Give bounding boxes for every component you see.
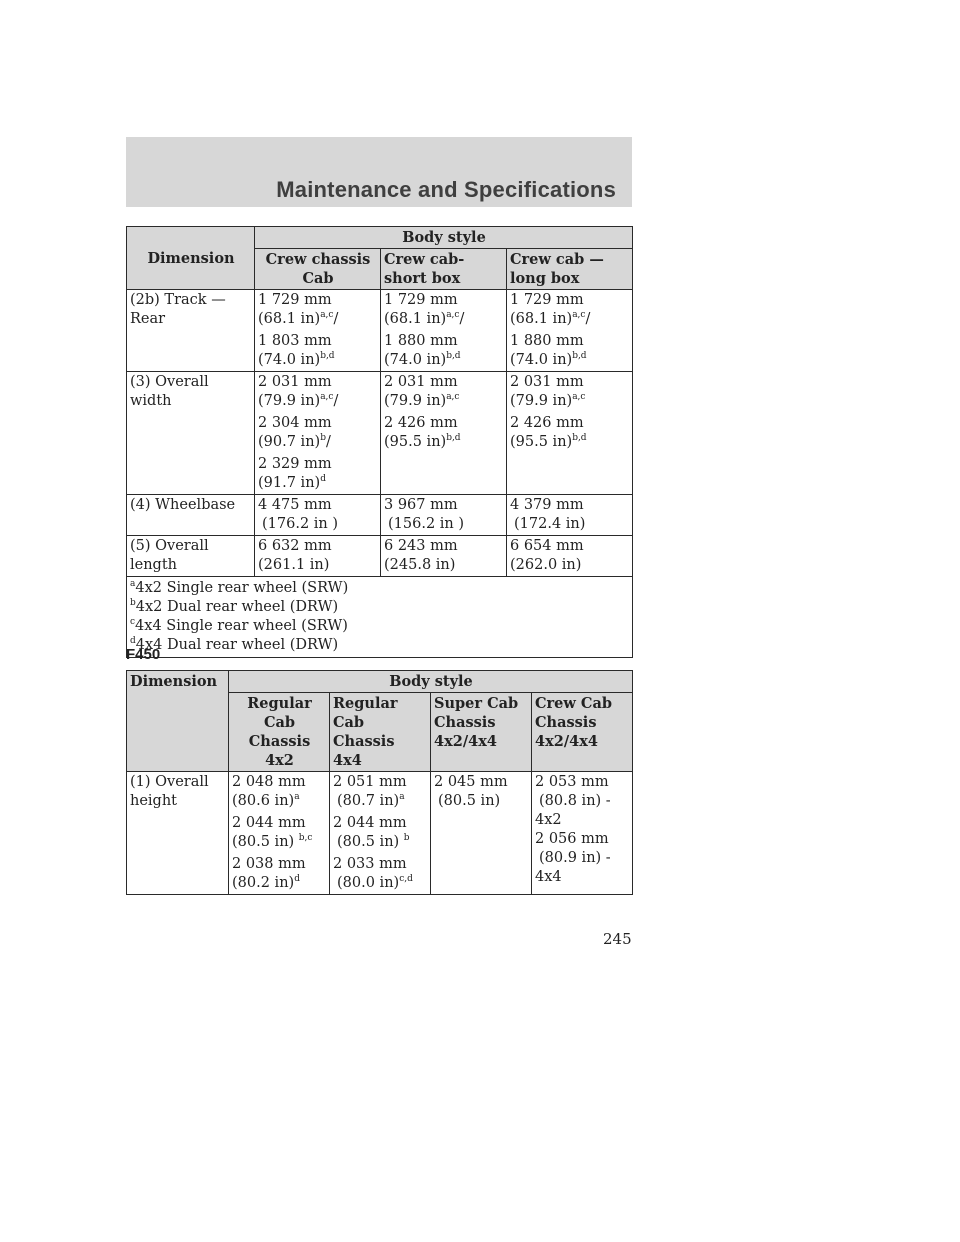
table-cell: 2 045 mm (80.5 in) [431, 772, 532, 895]
column-header: Super Cab Chassis 4x2/4x4 [431, 693, 532, 772]
table-cell: 2 031 mm (79.9 in)$^{a,c}$ 2 426 mm (95.5 in)$^{b,d}$ [507, 372, 633, 495]
footnote: $^c$4x4 Single rear wheel (SRW) [130, 617, 348, 634]
table-cell: 2 031 mm (79.9 in)$^{a,c}$ 2 426 mm (95.5 in)$^{b,d}$ [381, 372, 507, 495]
row-label: (3) Overall width [127, 372, 255, 495]
column-header: Crew chassis Cab [255, 249, 381, 290]
footnotes [127, 577, 633, 658]
header-band [126, 137, 632, 207]
table-row [127, 290, 633, 372]
footnotes-row [127, 577, 633, 658]
table-row [127, 536, 633, 577]
table-cell: 6 654 mm (262.0 in) [507, 536, 633, 577]
column-header: Regular Cab Chassis 4x4 [330, 693, 431, 772]
table-cell: 2 053 mm (80.8 in) - 4x2 2 056 mm (80.9 in) - 4x4 [532, 772, 633, 895]
row-label: (2b) Track — Rear [127, 290, 255, 372]
table-cell: 4 475 mm (176.2 in ) [255, 495, 381, 536]
table-cell: 2 048 mm (80.6 in)$^a$ 2 044 mm (80.5 in) $^{b,c}$ 2 038 mm (80.2 in)$^d$ [229, 772, 330, 895]
table-cell: 3 967 mm (156.2 in ) [381, 495, 507, 536]
column-header: Crew Cab Chassis 4x2/4x4 [532, 693, 633, 772]
table-cell: 2 051 mm (80.7 in)$^a$ 2 044 mm (80.5 in) $^b$ 2 033 mm (80.0 in)$^{c,d}$ [330, 772, 431, 895]
table-row [127, 495, 633, 536]
table-row [127, 772, 633, 895]
column-header: Crew cab — long box [507, 249, 633, 290]
row-label: (1) Overall height [127, 772, 229, 895]
specs-table-f450 [126, 670, 633, 895]
footnote: $^d$4x4 Dual rear wheel (DRW) [130, 636, 339, 653]
column-header: Crew cab-short box [381, 249, 507, 290]
row-label: (5) Overall length [127, 536, 255, 577]
dimension-header: Dimension [127, 671, 229, 772]
dimension-header: Dimension [127, 227, 255, 290]
table-cell: 1 729 mm (68.1 in)$^{a,c}$/ 1 880 mm (74.0 in)$^{b,d}$ [381, 290, 507, 372]
body-style-header: Body style [229, 671, 633, 693]
table-cell: 4 379 mm (172.4 in) [507, 495, 633, 536]
table-cell: 2 031 mm (79.9 in)$^{a,c}$/ 2 304 mm (90.7 in)$^b$/ 2 329 mm (91.7 in)$^d$ [255, 372, 381, 495]
column-header: Regular Cab Chassis 4x2 [229, 693, 330, 772]
footnote: $^a$4x2 Single rear wheel (SRW) [130, 579, 349, 596]
table-cell: 1 729 mm (68.1 in)$^{a,c}$/ 1 803 mm (74.0 in)$^{b,d}$ [255, 290, 381, 372]
table-row [127, 372, 633, 495]
table-cell: 1 729 mm (68.1 in)$^{a,c}$/ 1 880 mm (74.0 in)$^{b,d}$ [507, 290, 633, 372]
table-cell: 6 632 mm (261.1 in) [255, 536, 381, 577]
body-style-header: Body style [255, 227, 633, 249]
section-label-f450: F450 [126, 646, 161, 663]
specs-table-1 [126, 226, 633, 658]
row-label: (4) Wheelbase [127, 495, 255, 536]
footnote: $^b$4x2 Dual rear wheel (DRW) [130, 598, 339, 615]
page-header-title: Maintenance and Specifications [276, 177, 616, 202]
page-number: 245 [603, 930, 632, 948]
table-cell: 6 243 mm (245.8 in) [381, 536, 507, 577]
